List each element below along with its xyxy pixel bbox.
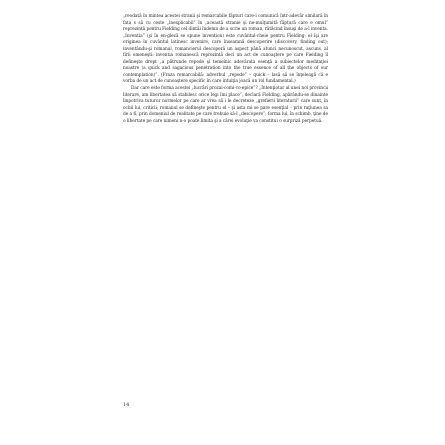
paragraph-2: Dar care este forma acestei „lucrări prozai-comi-co-epice”? „Intenţiotar al unei noi provincii literare, am libertatea să stabilesc orice legi îmi place”, declară Fielding, apărându-se dinainte împotriva tuturor normelor pe care ar vrea să i le decreteze „grefierii literaturii” care sunt, în ochii lui, criticii; romanul se defineşte pentru el – şi asta mi se pare esenţial – prin raţiunea sa de a fi, prin domeniul de realitate pe care trebuie să-l „descopere”; forma lui, în schimb, ţine de o libertate pe care nimeni n-o poate limita şi a cărei evoluţie va constitui o surpriză perpetuă. (123, 86, 328, 124)
paragraph-1: „reodată în mintea acestei stranii şi remarcabile făpturi care-i comunică într-adevăr similară în fata s să cu ceste „inexplicabil” în „această stranie şi ne-mulţumită făptură care e omul” reprezintă pentru Fielding cel dintâi îndemn de a scrie un roman, rătăcind însuşi de a-l inventa. „Inventia” (şi în en-gleză se spune invention) este cuvântul-cheie pentru Fielding: el îşi are originea în cuvântul latinesc invenire, care înseamnă descoperire (discovery, finding out); inventându-şi romanul, romancierul descoperă un aspect până atunci necunoscut, ascuns, al firii omeneşti: inventia romanescă reprezintă deci un act de cunoaştere pe care Fielding îl defineşte drept „a pătrunde repede şi temeinic adevărata esenţă a subiectelor meditaţiei noastre (a quick and sagacious penetration into the true essence of all the objects of our contemplation)”. (Fraza remarcabilă: adverbul „repede” – quick – lasă să se înţeleagă că e vorba de un act de cunoaştere specific în care intuiţia joacă un rol fundamental.) (123, 14, 328, 85)
page-number: 14 (123, 402, 130, 408)
body-text (123, 14, 328, 125)
